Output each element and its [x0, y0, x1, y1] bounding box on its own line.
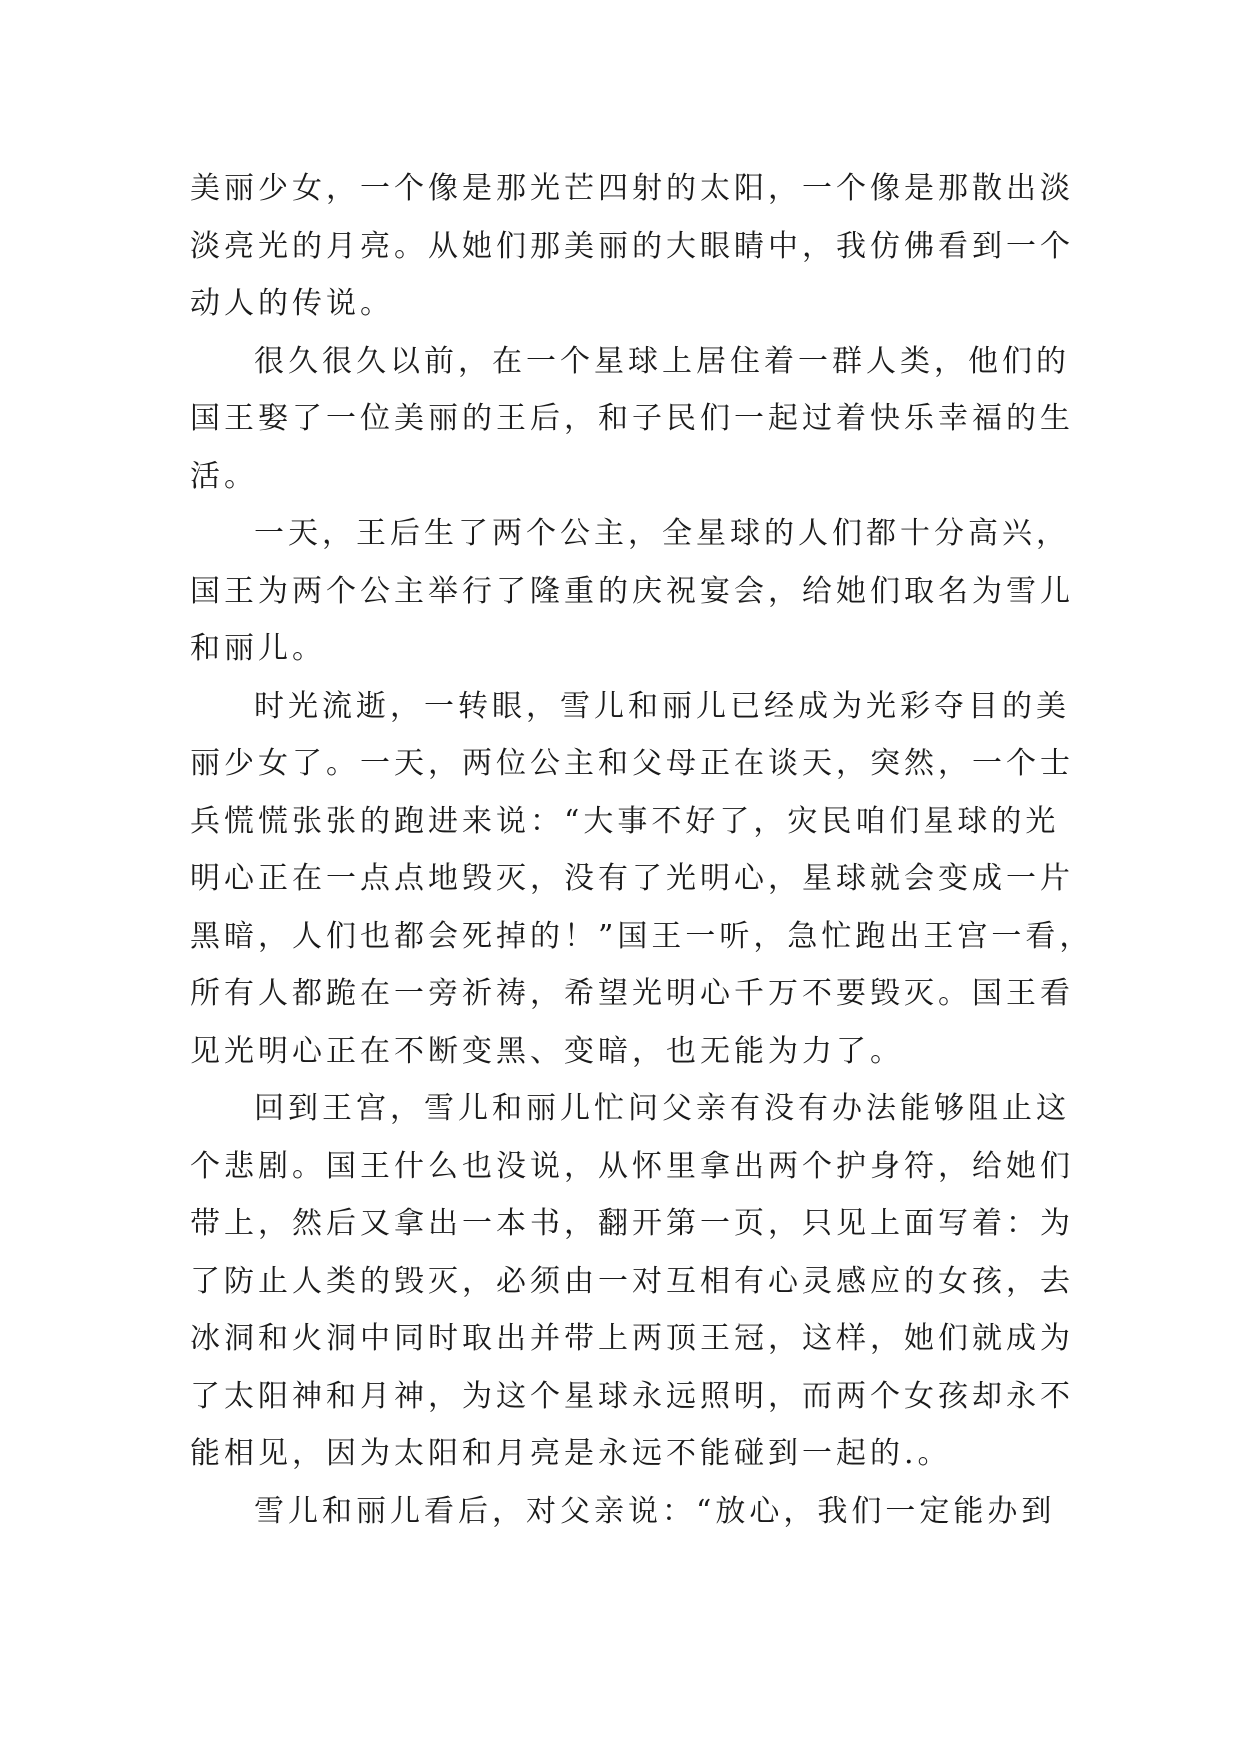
text-line: 淡亮光的月亮。从她们那美丽的大眼睛中，我仿佛看到一个 [190, 228, 1074, 264]
text-line: 美丽少女，一个像是那光芒四射的太阳，一个像是那散出淡 [190, 171, 1074, 206]
text-line: 黑暗，人们也都会死掉的！”国王一听，急忙跑出王宫一看， [190, 918, 1094, 954]
text-line: 和丽儿。 [190, 631, 326, 666]
paragraph-first-line: 回到王宫，雪儿和丽儿忙问父亲有没有办法能够阻止这 [254, 1091, 1070, 1126]
text-line: 活。 [190, 458, 258, 494]
text-line: 丽少女了。一天，两位公主和父母正在谈天，突然，一个士 [190, 746, 1074, 781]
paragraph-first-line: 时光流逝，一转眼，雪儿和丽儿已经成为光彩夺目的美 [254, 688, 1070, 724]
text-line: 兵慌慌张张的跑进来说：“大事不好了，灾民咱们星球的光 [190, 803, 1060, 839]
text-line: 动人的传说。 [190, 286, 394, 321]
text-line: 明心正在一点点地毁灭，没有了光明心，星球就会变成一片 [190, 861, 1074, 896]
paragraph-first-line: 很久很久以前，在一个星球上居住着一群人类，他们的 [254, 343, 1070, 379]
text-line: 见光明心正在不断变黑、变暗，也无能为力了。 [190, 1033, 904, 1069]
text-line: 国王为两个公主举行了隆重的庆祝宴会，给她们取名为雪儿 [190, 573, 1074, 609]
text-line: 冰洞和火洞中同时取出并带上两顶王冠，这样，她们就成为 [190, 1321, 1074, 1356]
text-line: 个悲剧。国王什么也没说，从怀里拿出两个护身符，给她们 [190, 1148, 1074, 1184]
text-line: 所有人都跪在一旁祈祷，希望光明心千万不要毁灭。国王看 [190, 976, 1074, 1011]
document-page [190, 160, 1094, 1540]
text-line: 了太阳神和月神，为这个星球永远照明，而两个女孩却永不 [190, 1378, 1074, 1414]
text-line: 能相见，因为太阳和月亮是永远不能碰到一起的.。 [190, 1436, 952, 1471]
text-line: 国王娶了一位美丽的王后，和子民们一起过着快乐幸福的生 [190, 401, 1074, 436]
text-line: 了防止人类的毁灭，必须由一对互相有心灵感应的女孩，去 [190, 1263, 1074, 1299]
paragraph-first-line: 雪儿和丽儿看后，对父亲说：“放心，我们一定能办到 [254, 1493, 1056, 1529]
text-line: 带上，然后又拿出一本书，翻开第一页，只见上面写着：为 [190, 1206, 1074, 1241]
paragraph-first-line: 一天，王后生了两个公主，全星球的人们都十分高兴， [254, 516, 1070, 551]
